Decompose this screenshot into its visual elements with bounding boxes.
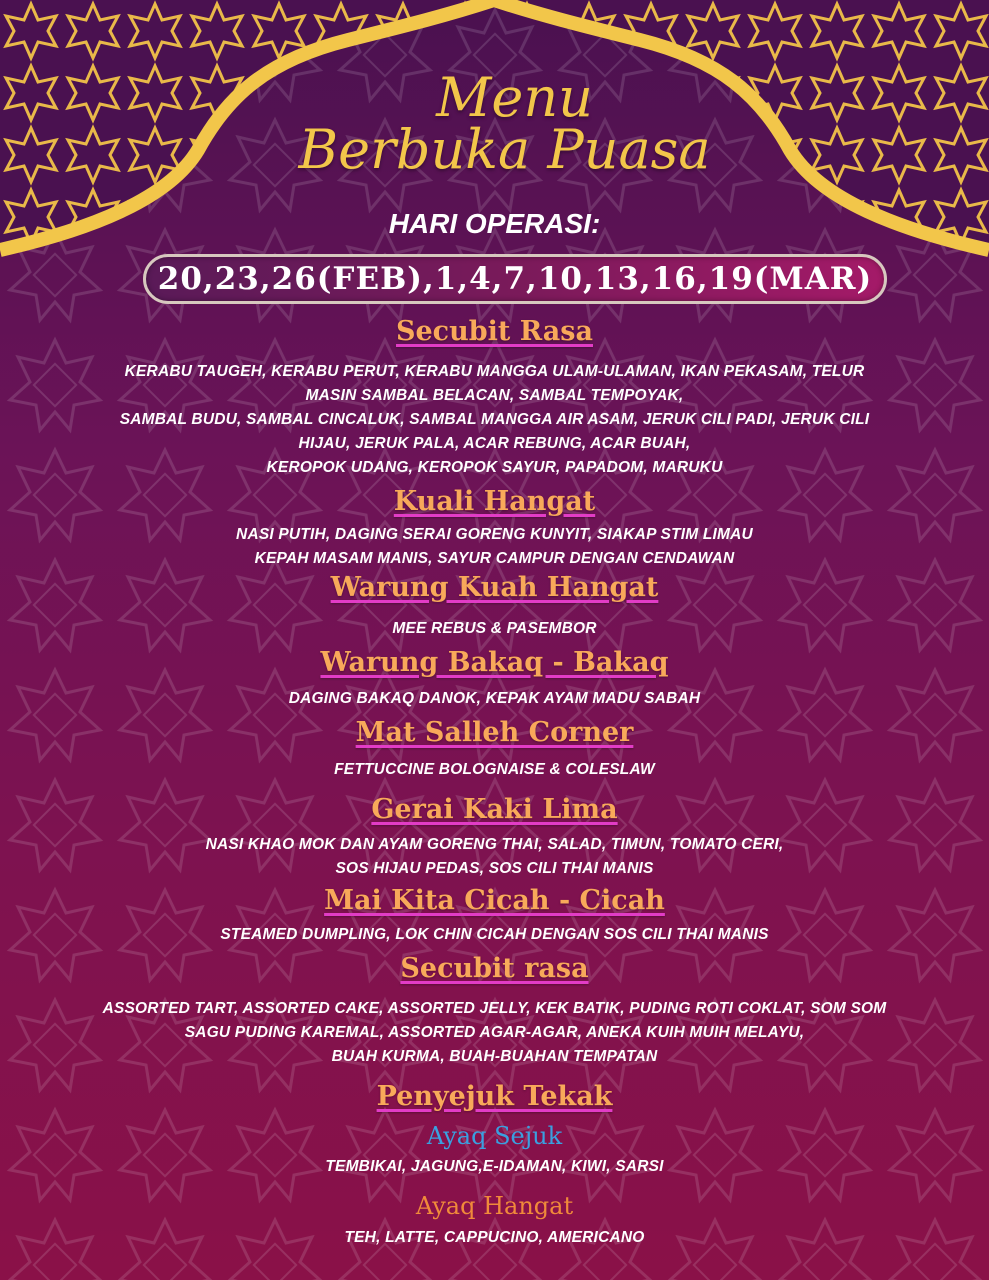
section-title-secubit-rasa-dessert: Secubit rasa bbox=[400, 953, 589, 984]
menu-line: NASI KHAO MOK DAN AYAM GORENG THAI, SALAD, TIMUN, TOMATO CERI, bbox=[205, 836, 784, 853]
drink-items-hot: TEH, LATTE, CAPPUCINO, AMERICANO bbox=[344, 1229, 645, 1246]
menu-line: ASSORTED TART, ASSORTED CAKE, ASSORTED JELLY, KEK BATIK, PUDING ROTI COKLAT, SOM SOM bbox=[102, 1000, 887, 1017]
menu-title: Menu bbox=[436, 66, 593, 129]
operation-dates-badge bbox=[143, 254, 887, 304]
section-title-kuali-hangat: Kuali Hangat bbox=[393, 486, 596, 517]
menu-line: HIJAU, JERUK PALA, ACAR REBUNG, ACAR BUAH, bbox=[298, 435, 691, 452]
menu-line: KEROPOK UDANG, KEROPOK SAYUR, PAPADOM, MARUKU bbox=[266, 459, 723, 476]
section-title-mai-kita-cicah: Mai Kita Cicah - Cicah bbox=[324, 885, 665, 916]
menu-line: STEAMED DUMPLING, LOK CHIN CICAH DENGAN SOS CILI THAI MANIS bbox=[220, 926, 769, 943]
menu-line: DAGING BAKAQ DANOK, KEPAK AYAM MADU SABAH bbox=[288, 690, 701, 707]
menu-line: MASIN SAMBAL BELACAN, SAMBAL TEMPOYAK, bbox=[305, 387, 684, 404]
menu-line: KERABU TAUGEH, KERABU PERUT, KERABU MANGGA ULAM-ULAMAN, IKAN PEKASAM, TELUR bbox=[124, 363, 865, 380]
section-items-warung-kuah-hangat bbox=[0, 617, 989, 641]
operation-days-label: HARI OPERASI: bbox=[388, 208, 601, 239]
menu-line: SAMBAL BUDU, SAMBAL CINCALUK, SAMBAL MANGGA AIR ASAM, JERUK CILI PADI, JERUK CILI bbox=[119, 411, 870, 428]
section-title-mat-salleh-corner: Mat Salleh Corner bbox=[355, 717, 634, 748]
section-items-secubit-rasa-dessert bbox=[0, 997, 989, 1069]
section-items-secubit-rasa bbox=[0, 360, 989, 480]
section-items-mat-salleh-corner bbox=[0, 758, 989, 782]
section-title-secubit-rasa: Secubit Rasa bbox=[395, 316, 593, 347]
section-items-mai-kita-cicah bbox=[0, 923, 989, 947]
section-items-warung-bakaq bbox=[0, 687, 989, 711]
section-title-penyejuk-tekak: Penyejuk Tekak bbox=[376, 1081, 613, 1112]
menu-line: NASI PUTIH, DAGING SERAI GORENG KUNYIT, SIAKAP STIM LIMAU bbox=[236, 526, 753, 543]
menu-line: FETTUCCINE BOLOGNAISE & COLESLAW bbox=[334, 761, 655, 778]
menu-subtitle: Berbuka Puasa bbox=[298, 118, 711, 181]
menu-line: KEPAH MASAM MANIS, SAYUR CAMPUR DENGAN CENDAWAN bbox=[254, 550, 735, 567]
menu-line: BUAH KURMA, BUAH-BUAHAN TEMPATAN bbox=[331, 1048, 658, 1065]
operation-dates: 20,23,26(FEB),1,4,7,10,13,16,19(MAR) bbox=[157, 261, 873, 297]
drink-items-cold: TEMBIKAI, JAGUNG,E-IDAMAN, KIWI, SARSI bbox=[325, 1158, 664, 1175]
drink-title-cold: Ayaq Sejuk bbox=[426, 1122, 563, 1150]
menu-line: SAGU PUDING KAREMAL, ASSORTED AGAR-AGAR, ANEKA KUIH MUIH MELAYU, bbox=[184, 1024, 805, 1041]
menu-line: SOS HIJAU PEDAS, SOS CILI THAI MANIS bbox=[335, 860, 654, 877]
section-items-kuali-hangat bbox=[0, 523, 989, 571]
section-items-gerai-kaki-lima bbox=[0, 833, 989, 881]
section-title-warung-bakaq: Warung Bakaq - Bakaq bbox=[320, 647, 669, 678]
section-title-gerai-kaki-lima: Gerai Kaki Lima bbox=[371, 794, 618, 825]
section-title-warung-kuah-hangat: Warung Kuah Hangat bbox=[330, 572, 659, 603]
menu-line: MEE REBUS & PASEMBOR bbox=[392, 620, 597, 637]
drink-title-hot: Ayaq Hangat bbox=[415, 1192, 574, 1220]
